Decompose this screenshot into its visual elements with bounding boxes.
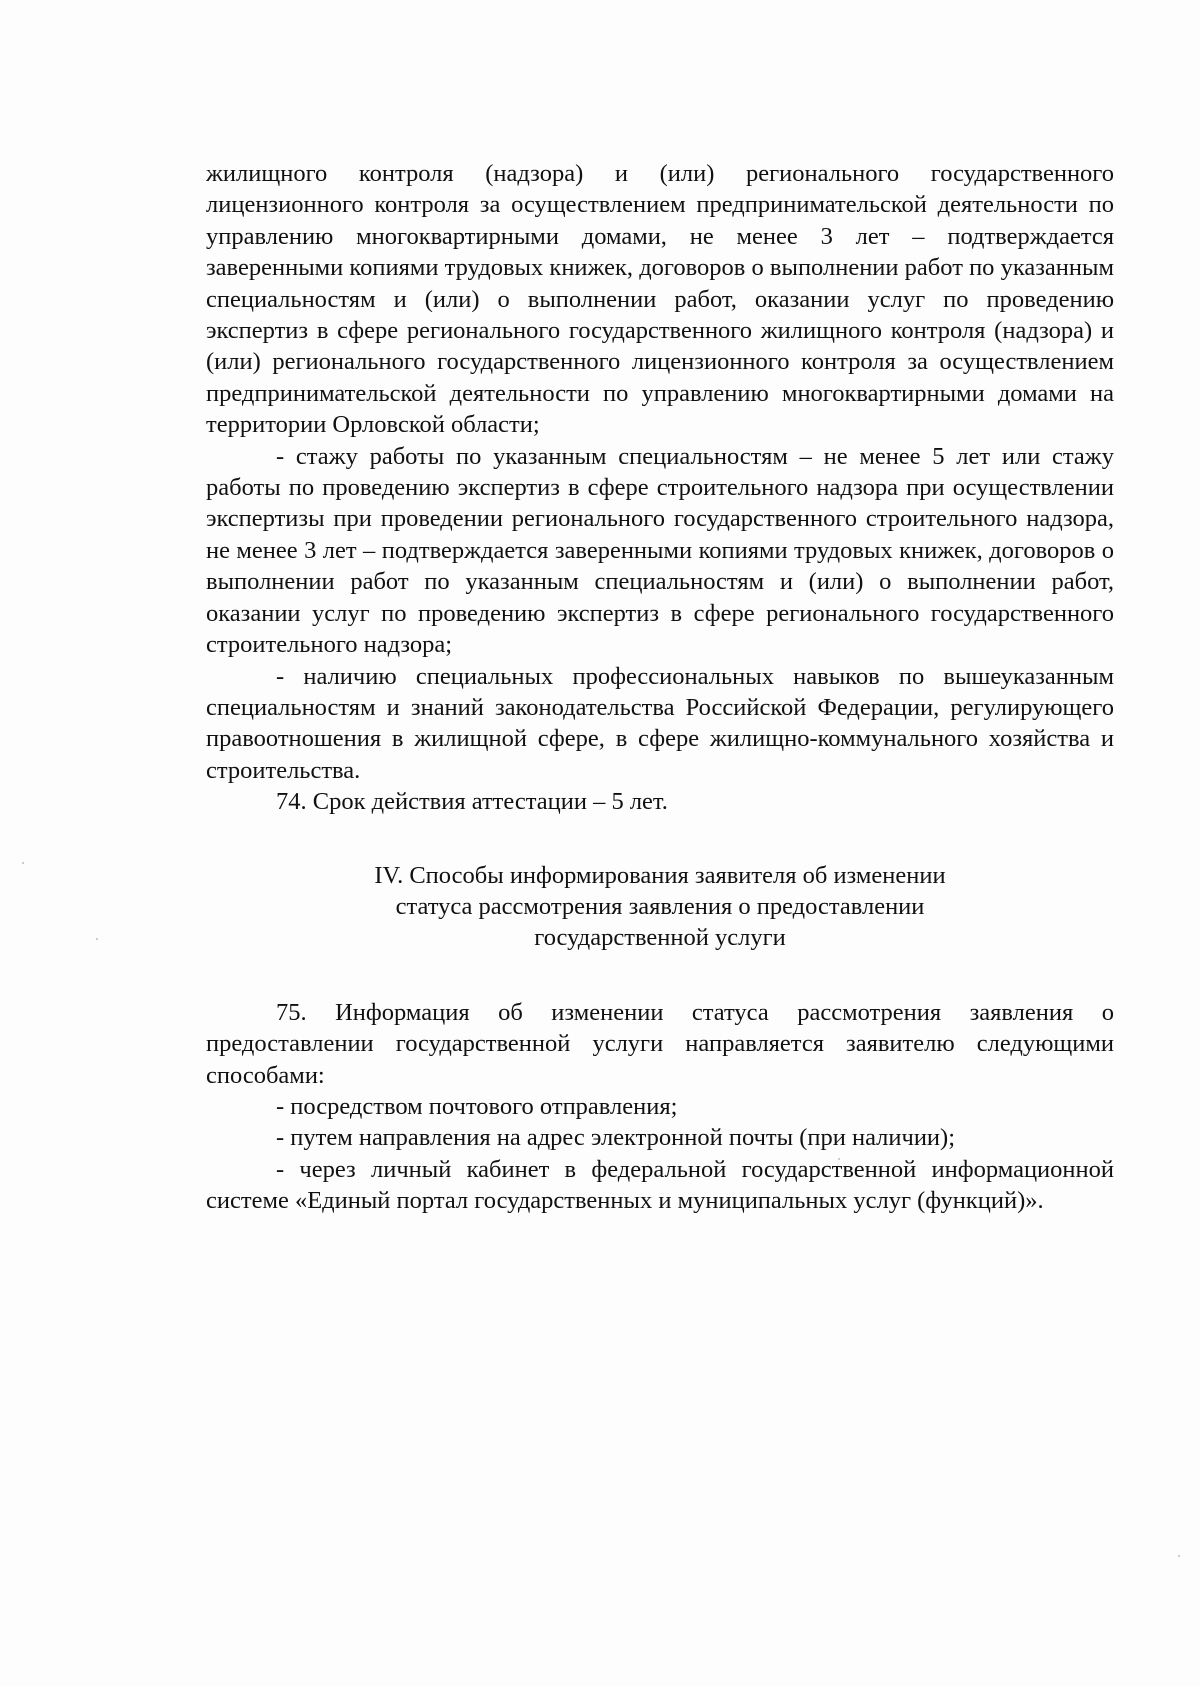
scan-speck — [22, 862, 24, 864]
section-heading-line: государственной услуги — [534, 924, 786, 952]
document-body — [206, 158, 1114, 1217]
paragraph-item-74: 74. Срок действия аттестации – 5 лет. — [276, 788, 668, 816]
section-heading-line: статуса рассмотрения заявления о предоставлении — [395, 892, 925, 920]
paragraph-item-75: 75. Информация об изменении статуса рассмотрения заявления о предоставлении государственной услуги направляется заявителю следующими способами: — [206, 998, 1114, 1089]
paragraph-professional-skills: - наличию специальных профессиональных навыков по вышеуказанным специальностям и знаний законодательства Российской Федерации, регулирующего правоотношения в жилищной сфере, в сфере жилищно-коммунального хозяйства и строительства. — [206, 662, 1114, 784]
paragraph-postal-method: - посредством почтового отправления; — [276, 1092, 678, 1120]
scan-speck — [96, 938, 98, 940]
paragraph-work-experience: - стажу работы по указанным специальностям – не менее 5 лет или стажу работы по проведению экспертиз в сфере строительного надзора при осуществлении экспертизы при проведении регионального государственного строительного надзора, не менее 3 лет – подтверждается заверенными копиями трудовых книжек, договоров о выполнении работ по указанным специальностям и (или) о выполнении работ, оказании услуг по проведению экспертиз в сфере регионального государственного строительного надзора; — [206, 442, 1114, 659]
section-heading — [206, 860, 1114, 954]
paragraph-continuation: жилищного контроля (надзора) и (или) регионального государственного лицензионного контроля за осуществлением предпринимательской деятельности по управлению многоквартирными домами, не менее 3 лет – подтверждается заверенными копиями трудовых книжек, договоров о выполнении работ по указанным специальностям и (или) о выполнении работ, оказании услуг по проведению экспертиз в сфере регионального государственного жилищного контроля (надзора) и (или) регионального государственного лицензионного контроля за осуществлением предпринимательской деятельности по управлению многоквартирными домами на территории Орловской области; — [206, 160, 1114, 439]
section-heading-line: IV. Способы информирования заявителя об изменении — [374, 861, 946, 889]
scan-speck — [1178, 1555, 1180, 1557]
paragraph-portal-method: - через личный кабинет в федеральной государственной информационной системе «Единый портал государственных и муниципальных услуг (функций)». — [206, 1155, 1114, 1215]
paragraph-email-method: - путем направления на адрес электронной почты (при наличии); — [276, 1124, 956, 1152]
